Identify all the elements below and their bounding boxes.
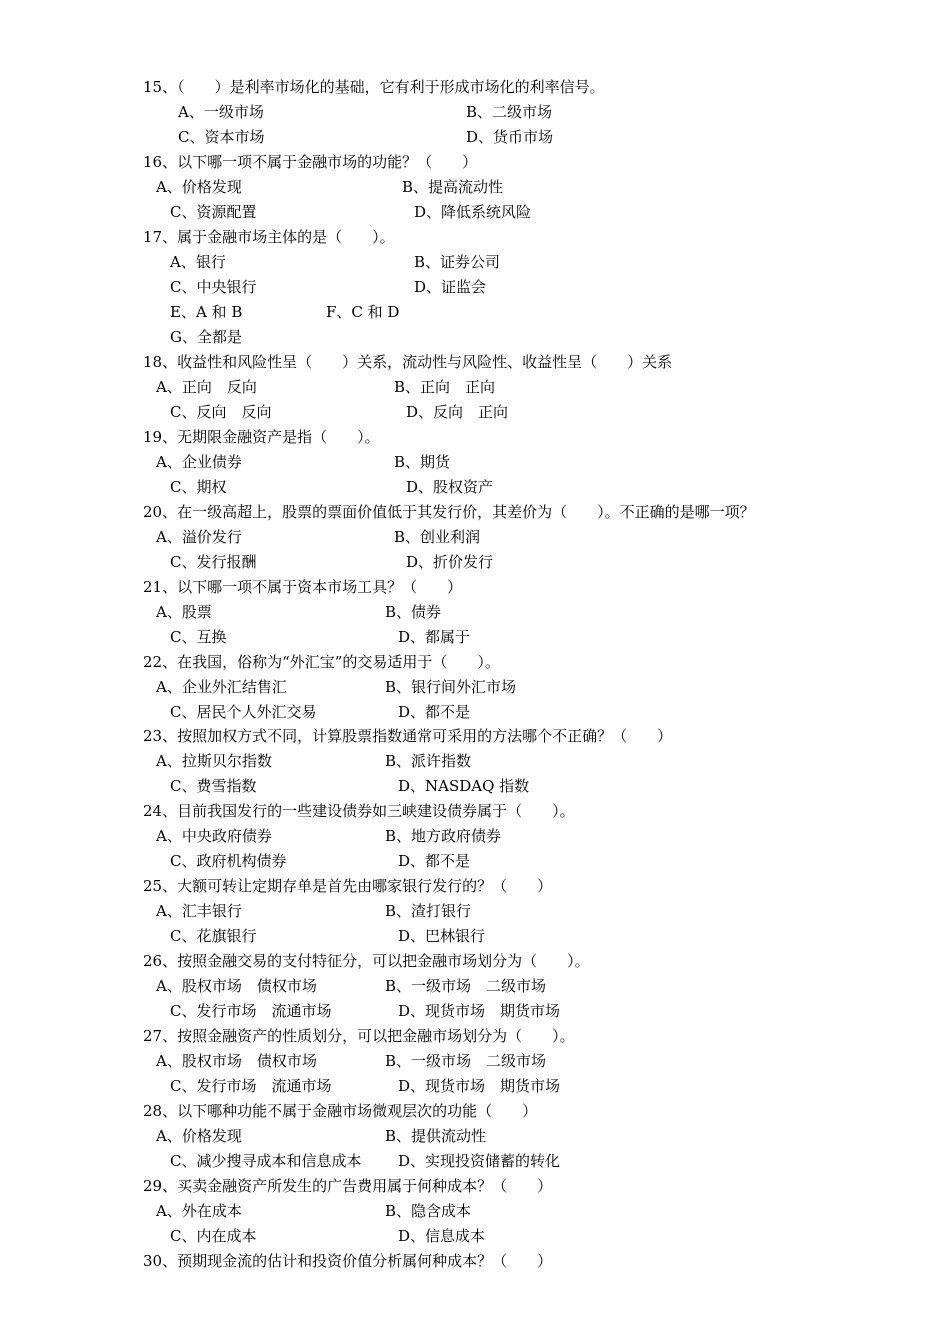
- option-c: C、资本市场: [178, 128, 265, 146]
- question-number: 28、: [143, 1102, 178, 1120]
- question-stem: 预期现金流的估计和投资价值分析属何种成本？（ ）: [177, 1252, 553, 1270]
- question-30: [143, 1249, 552, 1274]
- option-b: B、一级市场 二级市场: [385, 1052, 547, 1070]
- question-27: [143, 1024, 575, 1049]
- question-16: [143, 150, 477, 175]
- option-c: C、费雪指数: [170, 777, 257, 795]
- question-20: [143, 500, 755, 525]
- question-stem: 收益性和风险性呈（ ）关系，流动性与风险性、收益性呈（ ）关系: [177, 353, 673, 371]
- option-b: B、证券公司: [414, 253, 501, 271]
- question-17: [143, 225, 395, 250]
- option-b: B、正向 正向: [394, 378, 496, 396]
- option-a: A、股权市场 债权市场: [156, 977, 317, 995]
- question-stem: 以下哪一项不属于金融市场的功能？（ ）: [177, 153, 478, 171]
- option-a: A、企业外汇结售汇: [156, 678, 287, 696]
- option-a: A、企业债券: [156, 453, 242, 471]
- option-b: B、二级市场: [466, 103, 553, 121]
- question-number: 19、: [143, 428, 178, 446]
- question-number: 24、: [143, 802, 178, 820]
- question-29: [143, 1174, 552, 1199]
- question-number: 16、: [143, 153, 178, 171]
- question-number: 20、: [143, 503, 178, 521]
- question-stem: 按照金融交易的支付特征分，可以把金融市场划分为（ ）。: [177, 952, 590, 970]
- question-15: [143, 75, 605, 100]
- option-a: A、一级市场: [178, 103, 264, 121]
- question-number: 23、: [143, 727, 178, 745]
- option-a: A、价格发现: [156, 178, 242, 196]
- option-d: D、现货市场 期货市场: [398, 1002, 561, 1020]
- question-25: [143, 874, 552, 899]
- option-c: C、发行市场 流通市场: [170, 1002, 332, 1020]
- question-stem: 属于金融市场主体的是（ ）。: [177, 228, 395, 246]
- option-b: B、提高流动性: [402, 178, 504, 196]
- question-number: 25、: [143, 877, 178, 895]
- option-d: D、货币市场: [466, 128, 554, 146]
- question-stem: 在我国，俗称为“外汇宝”的交易适用于（ ）。: [177, 653, 500, 671]
- option-c: C、政府机构债券: [170, 852, 287, 870]
- option-b: B、一级市场 二级市场: [385, 977, 547, 995]
- option-a: A、外在成本: [156, 1202, 242, 1220]
- question-stem: 无期限金融资产是指（ ）。: [177, 428, 380, 446]
- option-a: A、中央政府债券: [156, 827, 272, 845]
- option-c: C、发行报酬: [170, 553, 257, 571]
- question-number: 17、: [143, 228, 178, 246]
- option-d: D、都属于: [398, 628, 471, 646]
- option-a: A、溢价发行: [156, 528, 242, 546]
- option-b: B、渣打银行: [385, 902, 472, 920]
- option-a: A、价格发现: [156, 1127, 242, 1145]
- option-d: D、都不是: [398, 852, 471, 870]
- question-stem: 按照金融资产的性质划分，可以把金融市场划分为（ ）。: [177, 1027, 575, 1045]
- question-19: [143, 425, 380, 450]
- question-23: [143, 724, 672, 749]
- option-d: D、实现投资储蓄的转化: [398, 1152, 561, 1170]
- option-b: B、地方政府债券: [385, 827, 502, 845]
- option-a: A、汇丰银行: [156, 902, 242, 920]
- option-b: B、债券: [385, 603, 442, 621]
- question-28: [143, 1099, 537, 1124]
- question-stem: 目前我国发行的一些建设债券如三峡建设债券属于（ ）。: [177, 802, 575, 820]
- option-a: A、股票: [156, 603, 212, 621]
- option-d: D、现货市场 期货市场: [398, 1077, 561, 1095]
- option-c: C、中央银行: [170, 278, 257, 296]
- option-c: C、期权: [170, 478, 227, 496]
- option-d: D、信息成本: [398, 1227, 486, 1245]
- question-26: [143, 949, 590, 974]
- option-c: C、资源配置: [170, 203, 257, 221]
- option-d: D、NASDAQ 指数: [398, 777, 530, 795]
- question-22: [143, 650, 500, 675]
- option-c: C、居民个人外汇交易: [170, 703, 317, 721]
- question-number: 30、: [143, 1252, 178, 1270]
- question-stem: 在一级高超上，股票的票面价值低于其发行价，其差价为（ ）。不正确的是哪一项？: [177, 503, 755, 521]
- option-d: D、折价发行: [406, 553, 494, 571]
- question-24: [143, 799, 575, 824]
- question-number: 22、: [143, 653, 178, 671]
- question-21: [143, 575, 462, 600]
- option-a: A、银行: [170, 253, 226, 271]
- question-number: 18、: [143, 353, 178, 371]
- option-c: C、互换: [170, 628, 227, 646]
- question-number: 29、: [143, 1177, 178, 1195]
- question-stem: 以下哪一项不属于资本市场工具？（ ）: [177, 578, 463, 596]
- option-e: E、A 和 B: [170, 303, 243, 321]
- option-a: A、正向 反向: [156, 378, 257, 396]
- question-number: 27、: [143, 1027, 178, 1045]
- question-stem: 大额可转让定期存单是首先由哪家银行发行的？（ ）: [177, 877, 553, 895]
- option-b: B、创业利润: [394, 528, 481, 546]
- option-a: A、股权市场 债权市场: [156, 1052, 317, 1070]
- option-c: C、减少搜寻成本和信息成本: [170, 1152, 362, 1170]
- option-c: C、反向 反向: [170, 403, 272, 421]
- question-number: 26、: [143, 952, 178, 970]
- option-a: A、拉斯贝尔指数: [156, 752, 272, 770]
- option-d: D、巴林银行: [398, 927, 486, 945]
- option-d: D、股权资产: [406, 478, 494, 496]
- question-stem: （ ）是利率市场化的基础，它有利于形成市场化的利率信号。: [177, 78, 605, 96]
- option-d: D、反向 正向: [406, 403, 509, 421]
- option-f: F、C 和 D: [326, 303, 400, 321]
- option-c: C、发行市场 流通市场: [170, 1077, 332, 1095]
- question-18: [143, 350, 672, 375]
- option-b: B、提供流动性: [385, 1127, 487, 1145]
- option-b: B、隐含成本: [385, 1202, 472, 1220]
- option-c: C、内在成本: [170, 1227, 257, 1245]
- option-d: D、证监会: [414, 278, 487, 296]
- question-stem: 买卖金融资产所发生的广告费用属于何种成本？（ ）: [177, 1177, 553, 1195]
- question-stem: 按照加权方式不同，计算股票指数通常可采用的方法哪个不正确？（ ）: [177, 727, 673, 745]
- option-b: B、银行间外汇市场: [385, 678, 517, 696]
- question-number: 21、: [143, 578, 178, 596]
- option-b: B、派许指数: [385, 752, 472, 770]
- option-d: D、降低系统风险: [414, 203, 532, 221]
- option-d: D、都不是: [398, 703, 471, 721]
- option-b: B、期货: [394, 453, 451, 471]
- question-stem: 以下哪种功能不属于金融市场微观层次的功能（ ）: [177, 1102, 538, 1120]
- option-c: C、花旗银行: [170, 927, 257, 945]
- question-number: 15、: [143, 78, 178, 96]
- option-g: G、全都是: [170, 328, 242, 346]
